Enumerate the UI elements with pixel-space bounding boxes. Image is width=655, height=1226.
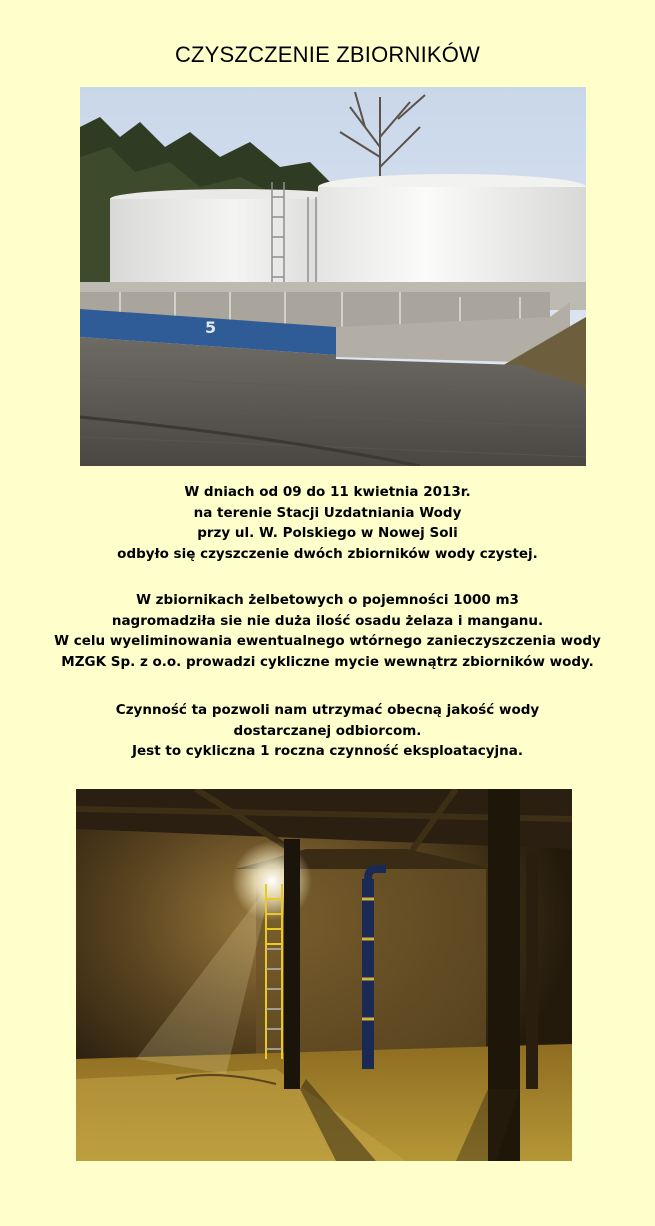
details-paragraph [0, 590, 655, 672]
text-line: W zbiornikach żelbetowych o pojemności 1000 m3 [136, 592, 519, 608]
outdoor-tanks-photo [80, 87, 586, 466]
text-line: nagromadziła sie nie duża ilość osadu żelaza i manganu. [111, 612, 544, 629]
text-line: Jest to cykliczna 1 roczna czynność eksploatacyjna. [132, 743, 523, 759]
text-line: W dniach od 09 do 11 kwietnia 2013r. [184, 484, 471, 500]
summary-paragraph [0, 700, 655, 762]
tank-interior-photo [76, 789, 572, 1161]
text-line: na terenie Stacji Uzdatniania Wody [193, 504, 462, 521]
page-title: CZYSZCZENIE ZBIORNIKÓW [174, 42, 481, 67]
text-line: dostarczanej odbiorcom. [233, 722, 422, 739]
text-line: odbyło się czyszczenie dwóch zbiorników wody czystej. [117, 545, 538, 562]
text-line: W celu wyeliminowania ewentualnego wtórnego zanieczyszczenia wody [54, 633, 601, 649]
text-line: MZGK Sp. z o.o. prowadzi cykliczne mycie wewnątrz zbiorników wody. [61, 653, 594, 670]
intro-paragraph [0, 482, 655, 564]
text-line: Czynność ta pozwoli nam utrzymać obecną jakość wody [115, 702, 540, 718]
text-line: przy ul. W. Polskiego w Nowej Soli [197, 525, 458, 541]
tank-number-label: 5 [205, 318, 217, 337]
